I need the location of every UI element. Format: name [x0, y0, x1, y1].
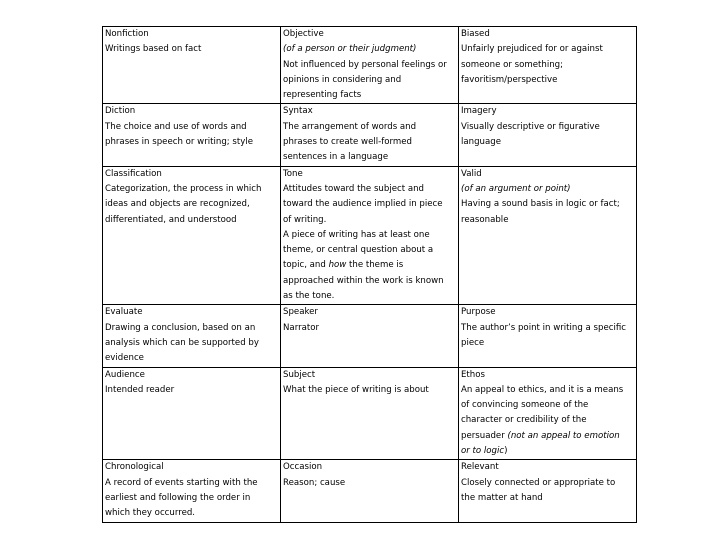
definition-emphasis: (of a person or their judgment): [283, 44, 417, 55]
term-heading: Occasion: [283, 462, 323, 473]
term-heading: Diction: [105, 106, 136, 117]
table-row: [103, 166, 637, 305]
term-cell: [281, 166, 459, 305]
definition-text: differentiated, and understood: [105, 214, 237, 225]
term-cell: [103, 27, 281, 104]
definition-text: the theme is: [346, 260, 404, 271]
definition-line: [461, 491, 634, 506]
term-cell: [103, 367, 281, 460]
definition-line: [461, 58, 634, 73]
definition-text: The choice and use of words and: [105, 121, 247, 132]
term-cell: [459, 166, 637, 305]
definition-text: approached within the work is known: [283, 275, 444, 286]
definition-line: [283, 197, 456, 212]
definition-line: [283, 383, 456, 398]
term-cell: [459, 305, 637, 367]
term-cell: [459, 104, 637, 166]
definition-line: [283, 321, 456, 336]
term-cell: [281, 460, 459, 522]
definition-emphasis: (of an argument or point): [461, 183, 571, 194]
term-heading: Nonfiction: [105, 29, 149, 39]
term-heading: Tone: [283, 168, 303, 179]
definition-text: evidence: [105, 353, 144, 364]
definition-line: [283, 182, 456, 197]
definition-text: Attitudes toward the subject and: [283, 183, 424, 194]
definition-line: [461, 135, 634, 150]
definition-line: [105, 383, 278, 398]
definition-text: Intended reader: [105, 384, 175, 395]
definition-line: [461, 429, 634, 444]
definition-line: [461, 120, 634, 135]
definition-line: [283, 289, 456, 304]
term-cell: [103, 166, 281, 305]
definition-line: [461, 197, 634, 212]
definition-line: [461, 182, 634, 197]
definition-line: [283, 58, 456, 73]
definition-text: representing facts: [283, 90, 362, 101]
definition-text: earliest and following the order in: [105, 492, 251, 503]
definition-text: someone or something;: [461, 59, 564, 70]
definition-line: [105, 182, 278, 197]
term-cell: [281, 27, 459, 104]
definition-line: [105, 351, 278, 366]
definition-line: [461, 321, 634, 336]
definition-text: ideas and objects are recognized,: [105, 199, 250, 210]
definition-text: theme, or central question about a: [283, 245, 434, 256]
definition-line: [461, 444, 634, 459]
definition-line: [283, 120, 456, 135]
term-heading: Classification: [105, 168, 162, 179]
definition-text: Not influenced by personal feelings or: [283, 59, 447, 70]
definition-text: Reason; cause: [283, 477, 346, 488]
definition-text: of convincing someone of the: [461, 400, 589, 411]
definition-text: language: [461, 137, 502, 148]
vocabulary-table: [102, 26, 637, 523]
term-heading: Valid: [461, 168, 482, 179]
definition-text: Unfairly prejudiced for or against: [461, 44, 603, 55]
definition-text: A piece of writing has at least one: [283, 229, 430, 240]
term-heading: Purpose: [461, 307, 496, 318]
term-cell: [459, 27, 637, 104]
definition-text: sentences in a language: [283, 152, 389, 163]
term-cell: [103, 460, 281, 522]
definition-text: Drawing a conclusion, based on an: [105, 322, 256, 333]
definition-text: piece: [461, 337, 485, 348]
definition-text: as the tone.: [283, 291, 335, 302]
definition-line: [283, 73, 456, 88]
definition-text: favoritism/perspective: [461, 74, 558, 85]
term-heading: Relevant: [461, 462, 499, 473]
definition-text: topic, and: [283, 260, 329, 271]
definition-line: [461, 42, 634, 57]
definition-text: A record of events starting with the: [105, 477, 258, 488]
definition-line: [461, 398, 634, 413]
definition-text: What the piece of writing is about: [283, 384, 429, 395]
definition-text: character or credibility of the: [461, 415, 587, 426]
definition-text: Categorization, the process in which: [105, 183, 262, 194]
definition-text: of writing.: [283, 214, 327, 225]
definition-emphasis: or to logic: [461, 446, 505, 457]
definition-text: Writings based on fact: [105, 44, 202, 55]
definition-text: phrases to create well-formed: [283, 137, 413, 148]
term-heading: Subject: [283, 369, 316, 380]
term-cell: [459, 460, 637, 522]
definition-line: [461, 213, 634, 228]
term-heading: Ethos: [461, 369, 485, 380]
definition-text: analysis which can be supported by: [105, 337, 259, 348]
term-heading: Evaluate: [105, 307, 143, 318]
definition-line: [105, 197, 278, 212]
term-cell: [459, 367, 637, 460]
term-heading: Chronological: [105, 462, 164, 473]
definition-line: [105, 506, 278, 521]
definition-line: [461, 336, 634, 351]
definition-text: opinions in considering and: [283, 74, 402, 85]
definition-line: [461, 413, 634, 428]
definition-line: [283, 243, 456, 258]
term-cell: [103, 305, 281, 367]
definition-text: The arrangement of words and: [283, 121, 417, 132]
definition-line: [283, 213, 456, 228]
definition-text: The author’s point in writing a specific: [461, 322, 626, 333]
definition-line: [283, 88, 456, 103]
definition-text: Visually descriptive or figurative: [461, 121, 600, 132]
definition-line: [105, 491, 278, 506]
term-cell: [103, 104, 281, 166]
table-row: [103, 104, 637, 166]
definition-line: [105, 120, 278, 135]
definition-text: the matter at hand: [461, 492, 543, 503]
definition-line: [283, 150, 456, 165]
definition-line: [105, 135, 278, 150]
definition-emphasis: (not an appeal to emotion: [507, 430, 620, 441]
table-row: [103, 367, 637, 460]
definition-line: [461, 73, 634, 88]
term-cell: [281, 104, 459, 166]
term-heading: Speaker: [283, 307, 318, 318]
table-row: [103, 460, 637, 522]
definition-text: toward the audience implied in piece: [283, 199, 443, 210]
definition-text: Narrator: [283, 322, 320, 333]
definition-line: [105, 336, 278, 351]
table-row: [103, 305, 637, 367]
definition-text: An appeal to ethics, and it is a means: [461, 384, 624, 395]
term-cell: [281, 305, 459, 367]
definition-line: [283, 476, 456, 491]
definition-line: [283, 228, 456, 243]
definition-text: Closely connected or appropriate to: [461, 477, 616, 488]
definition-text: persuader: [461, 430, 508, 441]
definition-line: [105, 321, 278, 336]
term-heading: Audience: [105, 369, 145, 380]
definition-line: [461, 476, 634, 491]
definition-line: [283, 274, 456, 289]
definition-line: [283, 258, 456, 273]
term-cell: [281, 367, 459, 460]
definition-line: [105, 213, 278, 228]
term-heading: Objective: [283, 29, 324, 39]
definition-line: [283, 135, 456, 150]
definition-emphasis: how: [328, 260, 347, 271]
definition-text: which they occurred.: [105, 508, 196, 519]
definition-line: [105, 42, 278, 57]
definition-line: [283, 42, 456, 57]
definition-line: [105, 476, 278, 491]
definition-text: ): [504, 446, 508, 457]
definition-text: reasonable: [461, 214, 509, 225]
definition-text: Having a sound basis in logic or fact;: [461, 199, 620, 210]
term-heading: Imagery: [461, 106, 497, 117]
definition-line: [461, 383, 634, 398]
term-heading: Syntax: [283, 106, 313, 117]
table-row: [103, 27, 637, 104]
definition-text: phrases in speech or writing; style: [105, 137, 254, 148]
term-heading: Biased: [461, 29, 490, 39]
